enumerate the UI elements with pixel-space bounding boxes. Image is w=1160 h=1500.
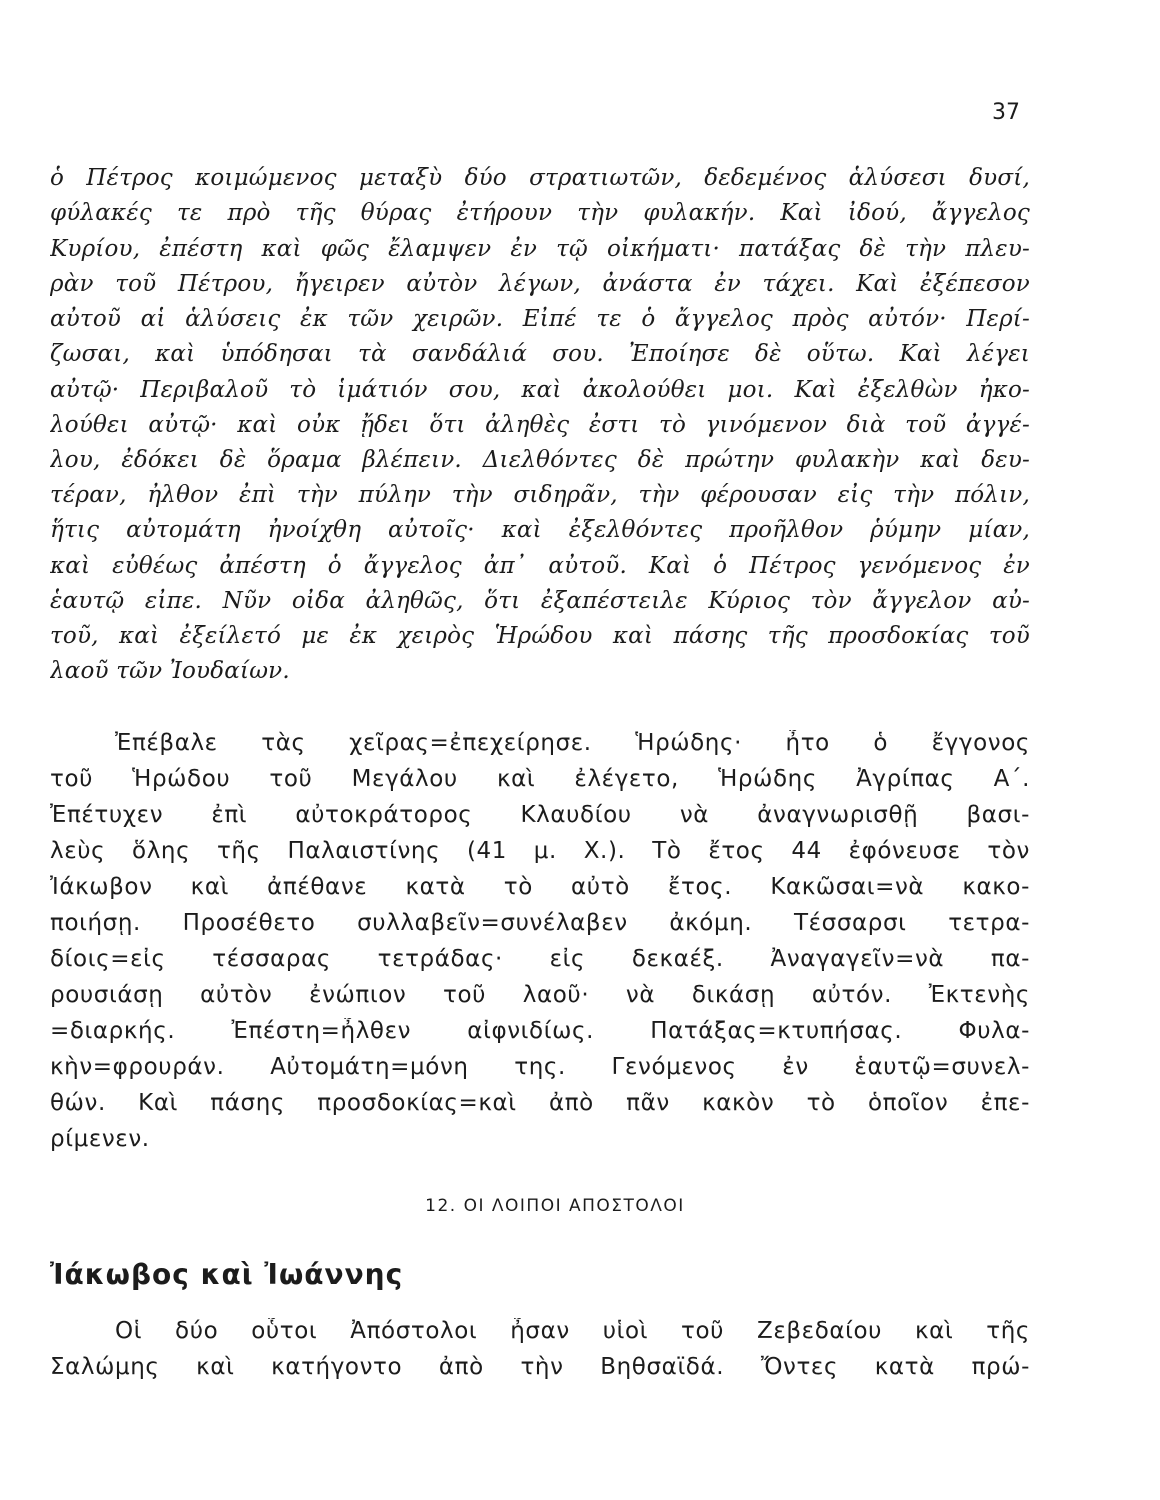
passage-line: λου, ἐδόκει δὲ ὅραμα βλέπειν. Διελθόντες δὲ πρώτην φυλακὴν καὶ δευ- <box>50 447 1030 473</box>
notes-line: Ἐπέτυχεν ἐπὶ αὐτοκράτορος Κλαυδίου νὰ ἀναγνωρισθῇ βασι- <box>50 802 1030 828</box>
passage-line: ρὰν τοῦ Πέτρου, ἤγειρεν αὐτὸν λέγων, ἀνάστα ἐν τάχει. Καὶ ἐξέπεσον <box>50 271 1030 297</box>
body-line: Οἱ δύο οὗτοι Ἀπόστολοι ἦσαν υἱοὶ τοῦ Ζεβεδαίου καὶ τῆς <box>115 1318 1030 1344</box>
notes-line: Ἐπέβαλε τὰς χεῖρας=ἐπεχείρησε. Ἡρώδης· ἦτο ὁ ἔγγονος <box>115 730 1030 756</box>
passage-line: ὁ Πέτρος κοιμώμενος μεταξὺ δύο στρατιωτῶν, δεδεμένος ἁλύσεσι δυσί, <box>50 165 1030 191</box>
page-number: 37 <box>992 100 1020 125</box>
passage-line: λαοῦ τῶν Ἰουδαίων. <box>50 658 290 684</box>
passage-line: ζωσαι, καὶ ὑπόδησαι τὰ σανδάλιά σου. Ἐποίησε δὲ οὕτω. Καὶ λέγει <box>50 341 1030 367</box>
notes-line: =διαρκής. Ἐπέστη=ἦλθεν αἰφνιδίως. Πατάξας=κτυπήσας. Φυλα- <box>50 1018 1030 1044</box>
notes-line: ρουσιάσῃ αὐτὸν ἐνώπιον τοῦ λαοῦ· νὰ δικάσῃ αὐτόν. Ἐκτενὴς <box>50 982 1030 1008</box>
notes-line: ποιήσῃ. Προσέθετο συλλαβεῖν=συνέλαβεν ἀκόμη. Τέσσαρσι τετρα- <box>50 910 1030 936</box>
body-line: Σαλώμης καὶ κατήγοντο ἀπὸ τὴν Βηθσαϊδά. Ὄντες κατὰ πρώ- <box>50 1354 1030 1380</box>
passage-line: φύλακές τε πρὸ τῆς θύρας ἐτήρουν τὴν φυλακήν. Καὶ ἰδού, ἄγγελος <box>50 200 1030 226</box>
passage-line: ἥτις αὐτομάτη ἠνοίχθη αὐτοῖς· καὶ ἐξελθόντες προῆλθον ῥύμην μίαν, <box>50 517 1030 543</box>
passage-line: αὐτοῦ αἱ ἁλύσεις ἐκ τῶν χειρῶν. Εἶπέ τε ὁ ἄγγελος πρὸς αὐτόν· Περί- <box>50 306 1030 332</box>
passage-line: τέραν, ἦλθον ἐπὶ τὴν πύλην τὴν σιδηρᾶν, τὴν φέρουσαν εἰς τὴν πόλιν, <box>50 482 1030 508</box>
notes-line: κὴν=φρουράν. Αὐτομάτη=μόνη της. Γενόμενος ἐν ἑαυτῷ=συνελ- <box>50 1054 1030 1080</box>
notes-line: Ἰάκωβον καὶ ἀπέθανε κατὰ τὸ αὐτὸ ἔτος. Κακῶσαι=νὰ κακο- <box>50 874 1030 900</box>
section-title: 12. ΟΙ ΛΟΙΠΟΙ ΑΠΟΣΤΟΛΟΙ <box>425 1196 685 1216</box>
notes-line: τοῦ Ἡρώδου τοῦ Μεγάλου καὶ ἐλέγετο, Ἡρώδης Ἀγρίπας Α΄. <box>50 766 1030 792</box>
passage-line: Κυρίου, ἐπέστη καὶ φῶς ἔλαμψεν ἐν τῷ οἰκήματι· πατάξας δὲ τὴν πλευ- <box>50 236 1030 262</box>
chapter-heading: Ἰάκωβος καὶ Ἰωάννης <box>50 1258 404 1291</box>
passage-line: αὐτῷ· Περιβαλοῦ τὸ ἱμάτιόν σου, καὶ ἀκολούθει μοι. Καὶ ἐξελθὼν ἠκο- <box>50 377 1030 403</box>
passage-line: τοῦ, καὶ ἐξείλετό με ἐκ χειρὸς Ἡρώδου καὶ πάσης τῆς προσδοκίας τοῦ <box>50 623 1030 649</box>
passage-line: λούθει αὐτῷ· καὶ οὐκ ᾔδει ὅτι ἀληθὲς ἐστι τὸ γινόμενον διὰ τοῦ ἀγγέ- <box>50 412 1030 438</box>
passage-line: καὶ εὐθέως ἀπέστη ὁ ἄγγελος ἀπ᾽ αὐτοῦ. Καὶ ὁ Πέτρος γενόμενος ἐν <box>50 553 1030 579</box>
notes-line: ρίμενεν. <box>50 1126 150 1152</box>
notes-line: λεὺς ὅλης τῆς Παλαιστίνης (41 μ. Χ.). Τὸ ἔτος 44 ἐφόνευσε τὸν <box>50 838 1030 864</box>
passage-line: ἑαυτῷ εἶπε. Νῦν οἶδα ἀληθῶς, ὅτι ἐξαπέστειλε Κύριος τὸν ἄγγελον αὐ- <box>50 588 1030 614</box>
notes-line: δίοις=εἰς τέσσαρας τετράδας· εἰς δεκαέξ. Ἀναγαγεῖν=νὰ πα- <box>50 946 1030 972</box>
notes-line: θών. Καὶ πάσης προσδοκίας=καὶ ἀπὸ πᾶν κακὸν τὸ ὁποῖον ἐπε- <box>50 1090 1030 1116</box>
